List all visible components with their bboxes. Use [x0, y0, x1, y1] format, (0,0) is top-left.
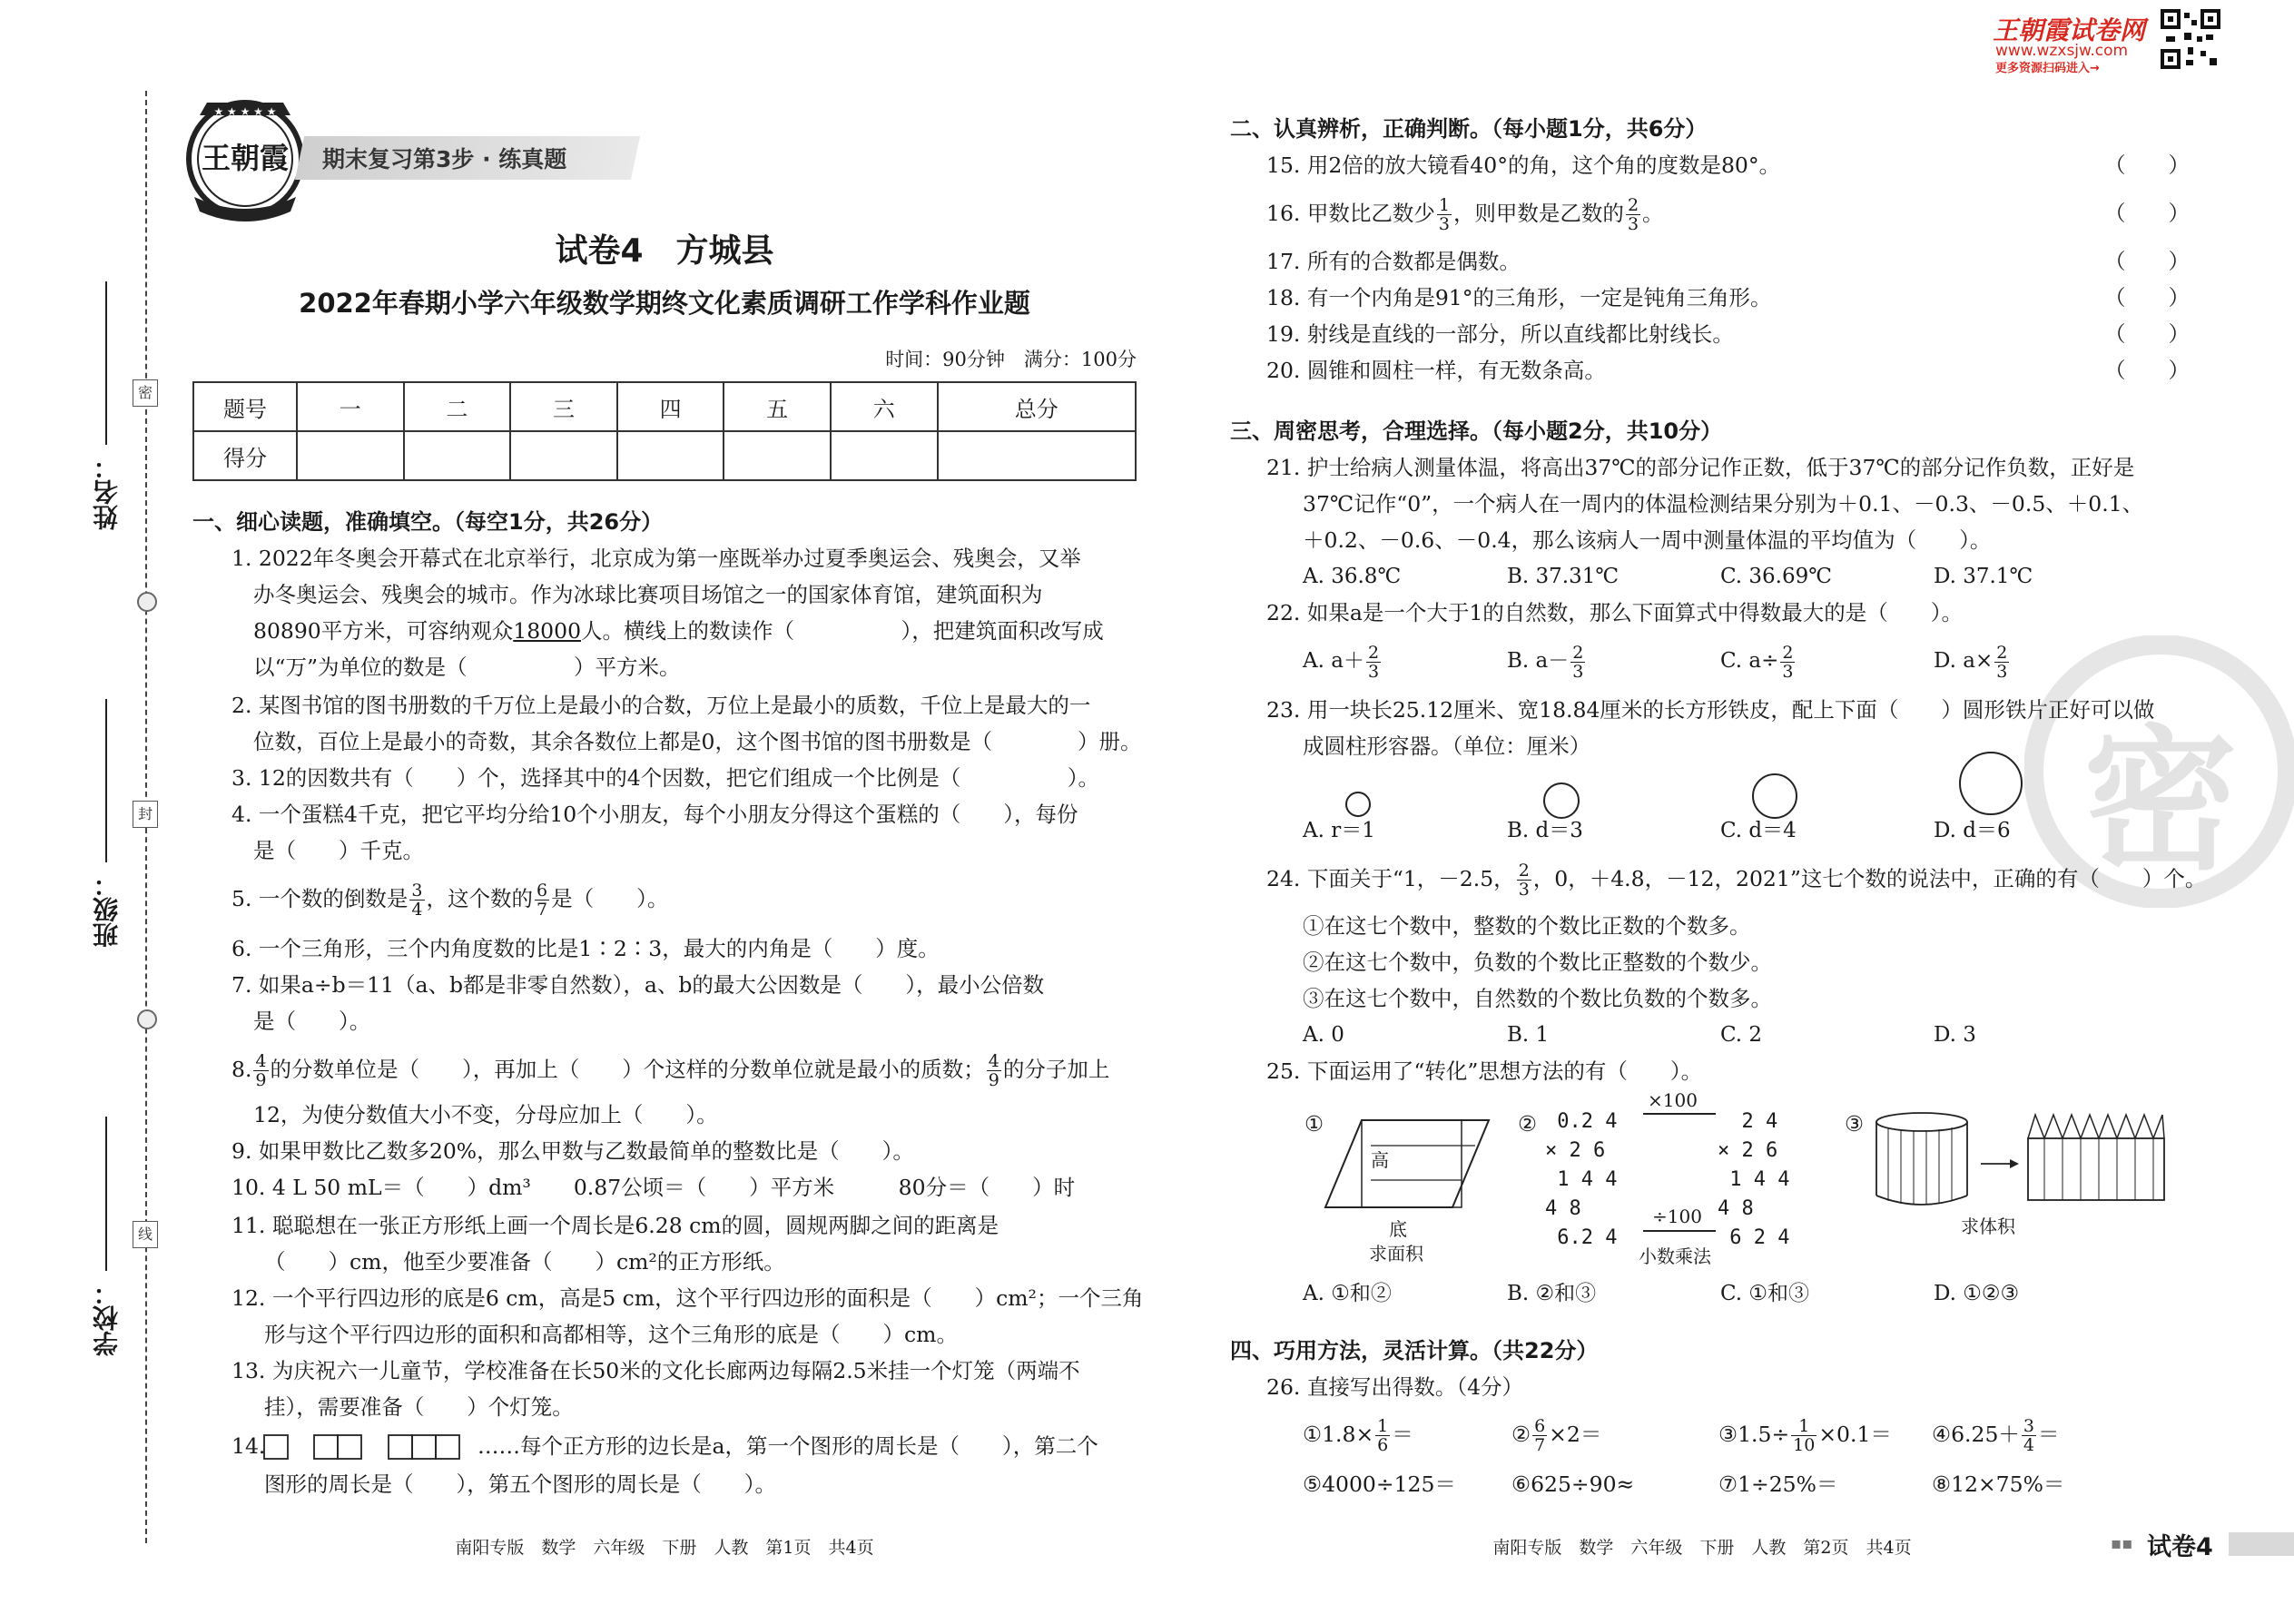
fraction: $\frac{2}{3}$ [1572, 642, 1584, 682]
q20-answer-paren[interactable]: （ ） [2104, 358, 2190, 383]
q18: 18. 有一个内角是91°的三角形，一定是钝角三角形。 [1266, 285, 1772, 310]
q25-option-a[interactable]: A. ①和② [1303, 1282, 1392, 1305]
q14-line2: 图形的周长是（ ），第五个图形的周长是（ ）。 [264, 1471, 776, 1497]
calc-6: ⑥625÷90≈ [1511, 1471, 1635, 1497]
fraction: $\frac{3}{4}$ [411, 881, 423, 920]
score-header-cell: 四 [617, 382, 724, 431]
q24-statement-1: ①在这七个数中，整数的个数比正数的个数多。 [1303, 913, 1751, 939]
brand-url: www.wzxsjw.com [1995, 42, 2129, 60]
name-label: 姓名： [92, 454, 122, 530]
q17: 17. 所有的合数都是偶数。 [1266, 249, 1521, 274]
q15-answer-paren[interactable]: （ ） [2104, 153, 2190, 178]
q25-fig3-number: ③ [1845, 1111, 1865, 1137]
seal-char-feng: 封 [133, 801, 158, 828]
q13-line2: 挂），需要准备（ ）个灯笼。 [264, 1394, 574, 1420]
score-cell[interactable] [617, 431, 724, 480]
q1-line4: 以“万”为单位的数是（ ）平方米。 [253, 655, 681, 680]
score-header-cell: 六 [831, 382, 938, 431]
score-header-cell: 一 [297, 382, 404, 431]
q19-answer-paren[interactable]: （ ） [2104, 321, 2190, 347]
q24-option-c[interactable]: C. 2 [1720, 1023, 1763, 1047]
fraction: $\frac{6}{7}$ [537, 881, 548, 920]
q7-line1: 7. 如果a÷b＝11（a、b都是非零自然数），a、b的最大公因数是（ ），最小公倍数 [231, 972, 1045, 998]
score-header-cell: 三 [510, 382, 617, 431]
q1-line2: 办冬奥运会、残奥会的城市。作为冰球比赛项目场馆之一的国家体育馆，建筑面积为 [253, 582, 1043, 607]
q24-option-d[interactable]: D. 3 [1934, 1023, 1976, 1047]
q25-fig2-arrow-top-label: ×100 [1648, 1089, 1698, 1111]
school-label: 学校： [92, 1280, 122, 1356]
q3: 3. 12的因数共有（ ）个，选择其中的4个因数，把它们组成一个比例是（ ）。 [231, 765, 1099, 791]
q25-fig2-arrow-top [1643, 1113, 1716, 1115]
q1-underlined-number: 18000 [513, 618, 582, 644]
q25-fig2-number: ② [1518, 1111, 1538, 1137]
calc-3: ③1.5÷ $\frac{1}{10}$ ×0.1＝ [1718, 1416, 1892, 1455]
fraction: $\frac{4}{9}$ [988, 1051, 999, 1090]
calc-4: ④6.25＋ $\frac{3}{4}$ ＝ [1932, 1416, 2060, 1455]
section-2-heading: 二、认真辨析，正确判断。（每小题1分，共6分） [1230, 116, 1708, 142]
score-cell[interactable] [938, 431, 1136, 480]
q8-line2: 12，为使分数值大小不变，分母应加上（ ）。 [253, 1102, 718, 1127]
q7-line2: 是（ ）。 [253, 1009, 371, 1034]
fraction: $\frac{1}{10}$ [1793, 1416, 1816, 1455]
q18-answer-paren[interactable]: （ ） [2104, 285, 2190, 310]
q4-line2: 是（ ）千克。 [253, 838, 424, 863]
paper-title: 试卷4 方城县 [555, 232, 774, 270]
q23-option-d[interactable]: D. d＝6 [1934, 819, 2011, 842]
q5: 5. 一个数的倒数是 $\frac{3}{4}$ ，这个数的 $\frac{6}{7}$ 是（ ）。 [231, 881, 669, 920]
q25-fig1-height-label: 高 [1371, 1149, 1389, 1171]
q24-option-a[interactable]: A. 0 [1303, 1023, 1344, 1047]
q26: 26. 直接写出得数。（4分） [1266, 1374, 1524, 1400]
calc-2: ② $\frac{6}{7}$ ×2＝ [1511, 1416, 1602, 1455]
q22: 22. 如果a是一个大于1的自然数，那么下面算式中得数最大的是（ ）。 [1266, 600, 1964, 625]
fraction: $\frac{1}{3}$ [1438, 195, 1450, 234]
score-cell[interactable] [404, 431, 511, 480]
q21-line3: ＋0.2、－0.6、－0.4，那么该病人一周中测量体温的平均值为（ ）。 [1303, 527, 1992, 553]
q1-line3: 80890平方米，可容纳观众18000人。横线上的数读作（ ），把建筑面积改写成 [253, 618, 1104, 644]
fraction: $\frac{4}{9}$ [255, 1051, 267, 1090]
q16: 16. 甲数比乙数少 $\frac{1}{3}$ ，则甲数是乙数的 $\frac{2}{3}$ 。 [1266, 195, 1664, 234]
section-1-heading: 一、细心读题，准确填空。（每空1分，共26分） [192, 509, 664, 535]
seal-char-xian: 密 [133, 379, 158, 407]
q11-line2: （ ）cm，他至少要准备（ ）cm²的正方形纸。 [264, 1249, 785, 1275]
fraction: $\frac{2}{3}$ [1627, 195, 1639, 234]
q14-line1: 14. [231, 1433, 266, 1459]
brand-sub: 更多资源扫码进入→ [1995, 62, 2100, 75]
score-table [192, 381, 1137, 481]
q21-option-a[interactable]: A. 36.8℃ [1303, 565, 1402, 588]
q21-line1: 21. 护士给病人测量体温，将高出37℃的部分记作正数，低于37℃的部分记作负数，正好是 [1266, 455, 2135, 480]
fraction: $\frac{1}{6}$ [1377, 1416, 1389, 1455]
paper-subtitle: 2022年春期小学六年级数学期终文化素质调研工作学科作业题 [299, 288, 1030, 319]
q10: 10. 4 L 50 mL＝（ ）dm³ 0.87公顷＝（ ）平方米 80分＝（ ）时 [231, 1175, 1076, 1200]
score-header-cell: 五 [724, 382, 831, 431]
fraction: $\frac{2}{3}$ [1782, 642, 1794, 682]
q24: 24. 下面关于“1，－2.5， $\frac{2}{3}$ ，0，＋4.8，－12，2021”这七个数的说法中，正确的有（ ）个。 [1266, 861, 2207, 900]
q8-line1: 8. $\frac{4}{9}$ 的分数单位是（ ），再加上（ ）个这样的分数单位就是最小的质数； $\frac{4}{9}$ 的分子加上 [231, 1051, 1110, 1090]
q11-line1: 11. 聪聪想在一张正方形纸上画一个周长是6.28 cm的圆，圆规两脚之间的距离是 [231, 1213, 999, 1238]
left-footer: 南阳专版 数学 六年级 下册 人教 第1页 共4页 [455, 1538, 874, 1558]
paper-meta: 时间：90分钟 满分：100分 [885, 349, 1137, 370]
score-header-cell: 题号 [193, 382, 297, 431]
q12-line2: 形与这个平行四边形的面积和高都相等，这个三角形的底是（ ）cm。 [264, 1322, 958, 1347]
fraction: $\frac{2}{3}$ [1996, 642, 2008, 682]
q16-answer-paren[interactable]: （ ） [2104, 201, 2190, 226]
seal-char-mi: 线 [133, 1221, 158, 1248]
q24-statement-2: ②在这七个数中，负数的个数比正整数的个数少。 [1303, 950, 1772, 975]
score-header-cell: 总分 [938, 382, 1136, 431]
q23-circle-d [1959, 752, 2023, 815]
step-text: 期末复习第3步 · 练真题 [322, 146, 567, 172]
q21-option-d[interactable]: D. 37.1℃ [1934, 565, 2033, 588]
q14-squares-figure [263, 1434, 463, 1463]
q25-option-c[interactable]: C. ①和③ [1720, 1282, 1810, 1305]
svg-text:★ ★ ★ ★ ★: ★ ★ ★ ★ ★ [213, 105, 277, 118]
watermark-text: 密 [2082, 712, 2238, 891]
q25-fig2-caption: 小数乘法 [1639, 1245, 1711, 1267]
class-label: 班级： [92, 871, 122, 948]
binding-hole-icon [137, 1009, 157, 1029]
fraction: $\frac{6}{7}$ [1534, 1416, 1546, 1455]
corner-tag-text: 试卷4 [2147, 1533, 2213, 1561]
q24-statement-3: ③在这七个数中，自然数的个数比负数的个数多。 [1303, 986, 1772, 1011]
q25-fig2-arrow-bottom-label: ÷100 [1652, 1206, 1702, 1227]
q22-option-b[interactable]: B. a－ $\frac{2}{3}$ [1507, 642, 1584, 682]
calc-7: ⑦1÷25%＝ [1718, 1471, 1838, 1497]
corner-tag-bar [2229, 1532, 2294, 1556]
q25-fig2-integer-calc: 2 4 × 2 6 1 4 4 4 8 6 2 4 [1718, 1110, 1790, 1249]
q22-option-c[interactable]: C. a÷ $\frac{2}{3}$ [1720, 642, 1794, 682]
q4-line1: 4. 一个蛋糕4千克，把它平均分给10个小朋友，每个小朋友分得这个蛋糕的（ ），每份 [231, 802, 1078, 827]
calc-8: ⑧12×75%＝ [1932, 1471, 2065, 1497]
calc-5: ⑤4000÷125＝ [1303, 1471, 1456, 1497]
q25-fig1-parallelogram [1316, 1109, 1498, 1218]
brand-logo [182, 95, 309, 222]
q19: 19. 射线是直线的一部分，所以直线都比射线长。 [1266, 321, 1734, 347]
q23-option-c[interactable]: C. d＝4 [1720, 819, 1797, 842]
q23-line1: 23. 用一块长25.12厘米、宽18.84厘米的长方形铁皮，配上下面（ ）圆形铁片正好可以做 [1266, 697, 2155, 723]
qr-code-icon[interactable] [2161, 9, 2220, 69]
q25-fig3-caption: 求体积 [1961, 1216, 2015, 1237]
q14-text: ……每个正方形的边长是a，第一个图形的周长是（ ），第二个 [478, 1433, 1098, 1459]
section-4-heading: 四、巧用方法，灵活计算。（共22分） [1230, 1338, 1599, 1363]
q17-answer-paren[interactable]: （ ） [2104, 249, 2190, 274]
q22-option-a[interactable]: A. a＋ $\frac{2}{3}$ [1303, 642, 1380, 682]
q24-option-b[interactable]: B. 1 [1507, 1023, 1550, 1047]
q25: 25. 下面运用了“转化”思想方法的有（ ）。 [1266, 1058, 1703, 1084]
name-field-line[interactable] [105, 281, 107, 445]
score-row-label: 得分 [193, 431, 297, 480]
q25-fig2-arrow-bottom [1643, 1230, 1716, 1232]
q9: 9. 如果甲数比乙数多20%，那么甲数与乙数最简单的整数比是（ ）。 [231, 1138, 914, 1164]
q6: 6. 一个三角形，三个内角度数的比是1∶2∶3，最大的内角是（ ）度。 [231, 936, 940, 961]
q22-option-d[interactable]: D. a× $\frac{2}{3}$ [1934, 642, 2008, 682]
score-cell[interactable] [724, 431, 831, 480]
logo-text: 王朝霞 [201, 141, 289, 175]
score-cell[interactable] [831, 431, 938, 480]
calc-1: ①1.8× $\frac{1}{6}$ ＝ [1303, 1416, 1413, 1455]
q23-option-a[interactable]: A. r＝1 [1303, 819, 1375, 842]
q21-option-b[interactable]: B. 37.31℃ [1507, 565, 1620, 588]
q21-option-c[interactable]: C. 36.69℃ [1720, 565, 1832, 588]
q20: 20. 圆锥和圆柱一样，有无数条高。 [1266, 358, 1606, 383]
q23-line2: 成圆柱形容器。（单位：厘米） [1303, 733, 1591, 759]
right-footer: 南阳专版 数学 六年级 下册 人教 第2页 共4页 [1492, 1538, 1912, 1558]
q1-line1: 1. 2022年冬奥会开幕式在北京举行，北京成为第一座既举办过夏季奥运会、残奥会，又举 [231, 546, 1081, 571]
class-field-line[interactable] [105, 699, 107, 862]
q2-line1: 2. 某图书馆的图书册数的千万位上是最小的合数，万位上是最小的质数，千位上是最大的一 [231, 693, 1091, 718]
q23-option-b[interactable]: B. d＝3 [1507, 819, 1583, 842]
score-cell[interactable] [297, 431, 404, 480]
fraction: $\frac{3}{4}$ [2023, 1416, 2034, 1455]
q12-line1: 12. 一个平行四边形的底是6 cm，高是5 cm，这个平行四边形的面积是（ ）cm²；一个三角 [231, 1285, 1144, 1311]
q25-option-d[interactable]: D. ①②③ [1934, 1282, 2020, 1305]
score-cell[interactable] [510, 431, 617, 480]
fraction: $\frac{2}{3}$ [1367, 642, 1380, 682]
q13-line1: 13. 为庆祝六一儿童节，学校准备在长50米的文化长廊两边每隔2.5米挂一个灯笼（两端不 [231, 1358, 1080, 1383]
q25-fig1-caption: 求面积 [1369, 1243, 1423, 1265]
q25-fig3-cylinder [1872, 1109, 2171, 1209]
q25-option-b[interactable]: B. ②和③ [1507, 1282, 1597, 1305]
fraction: $\frac{2}{3}$ [1518, 861, 1530, 900]
q15: 15. 用2倍的放大镜看40°的角，这个角的度数是80°。 [1266, 153, 1781, 178]
section-3-heading: 三、周密思考，合理选择。（每小题2分，共10分） [1230, 418, 1723, 444]
school-field-line[interactable] [105, 1117, 107, 1271]
q25-fig1-base-label: 底 [1389, 1218, 1407, 1240]
binding-hole-icon [137, 592, 157, 612]
q25-fig1-number: ① [1305, 1111, 1324, 1137]
q2-line2: 位数，百位上是最小的奇数，其余各数位上都是0，这个图书馆的图书册数是（ ）册。 [253, 729, 1142, 754]
q21-line2: 37℃记作“0”，一个病人在一周内的体温检测结果分别为＋0.1、－0.3、－0.5、＋0.1、 [1303, 491, 2144, 517]
brand-site-name: 王朝霞试卷网 [1993, 15, 2146, 45]
score-header-cell: 二 [404, 382, 511, 431]
q25-fig2-decimal-calc: 0.2 4 × 2 6 1 4 4 4 8 6.2 4 [1545, 1110, 1618, 1249]
corner-tag-dots-icon: ▪▪ [2111, 1534, 2133, 1553]
